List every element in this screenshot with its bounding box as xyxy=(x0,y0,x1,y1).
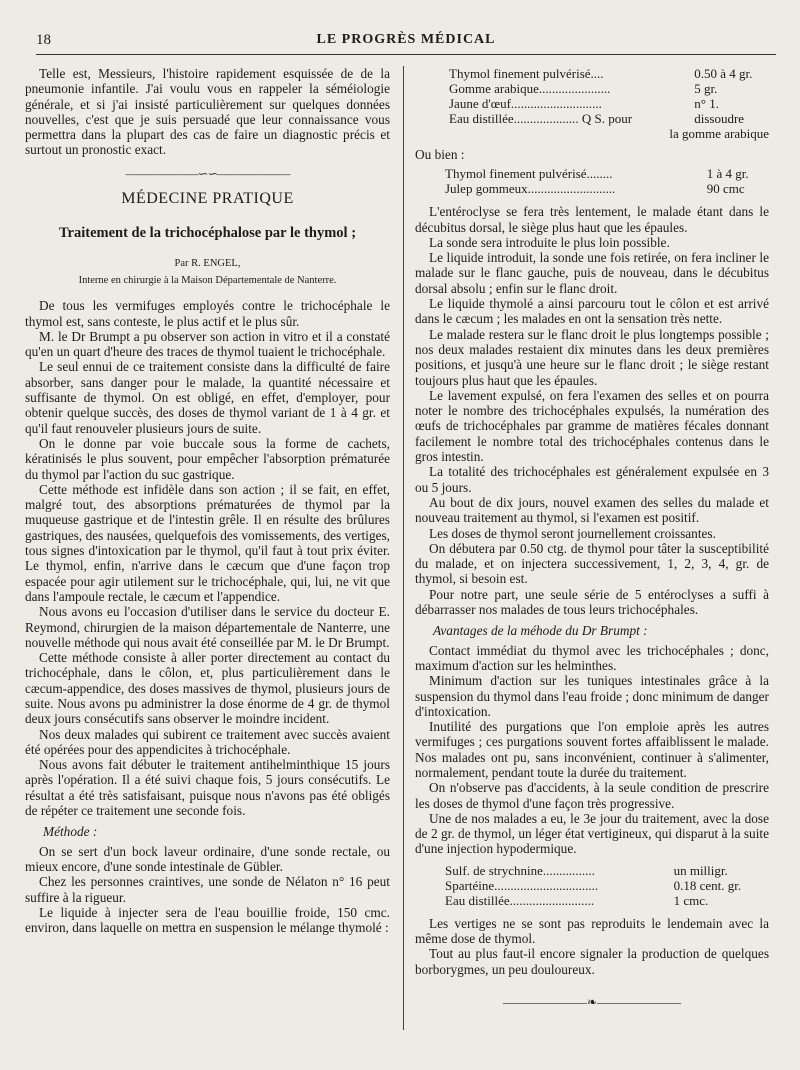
article-title: Traitement de la trichocéphalose par le thymol ; xyxy=(58,225,357,242)
recipe-amount: 1 cmc. xyxy=(673,892,709,908)
recipe-amount: 0.18 cent. gr. xyxy=(673,877,742,893)
end-ornament: ———————❧——————— xyxy=(502,994,682,1009)
section-heading: MÉDECINE PRATIQUE xyxy=(121,190,294,208)
running-title: LE PROGRÈS MÉDICAL xyxy=(316,32,496,47)
article-byline: Par R. ENGEL, xyxy=(174,257,241,269)
recipe-item: Thymol finement pulvérisé.... xyxy=(449,66,604,81)
recipe-item: Eau distillée.................... Q S. pour xyxy=(449,111,633,126)
avantages-paragraph: Minimum d'action sur les tuniques intestinales grâce à la suspension du thymol dans l'eau froide ; donc minimum de danger d'intoxication. xyxy=(415,673,769,719)
recipe-table-3 xyxy=(415,863,769,908)
methode-paragraph: Chez les personnes craintives, une sonde de Nélaton n° 16 peut suffire à la rigueur. xyxy=(25,874,390,905)
recipe-row xyxy=(415,96,769,111)
ornament-divider: ——————∽∽—————— xyxy=(125,165,290,181)
body-paragraph: Au bout de dix jours, nouvel examen des selles du malade et nouveau traitement au thymol, si l'examen est positif. xyxy=(415,494,769,526)
recipe-row xyxy=(415,181,769,196)
body-paragraph: Pour notre part, une seule série de 5 entéroclyses a suffi à débarrasser nos malades de tous leurs trichocéphales. xyxy=(415,586,769,618)
recipe-row xyxy=(415,126,769,141)
avantages-paragraph: Une de nos malades a eu, le 3e jour du traitement, avec la dose de 2 gr. de thymol, un léger état vertigineux, qui disparut à la suite d'une injection hypodermique. xyxy=(415,810,769,857)
methode-heading: Méthode : xyxy=(43,824,98,840)
recipe-item: Spartéine................................ xyxy=(445,877,599,893)
closing-paragraph: Les vertiges ne se sont pas reproduits le lendemain avec la même dose de thymol. xyxy=(415,915,769,947)
right-column xyxy=(415,66,769,1010)
recipe-item: Eau distillée.......................... xyxy=(445,892,595,908)
recipe-row xyxy=(415,893,769,908)
methode-paragraph: On se sert d'un bock laveur ordinaire, d'une sonde rectale, ou mieux encore, d'une sonde intestinale de Gübler. xyxy=(25,843,390,874)
avantages-paragraph: On n'observe pas d'accidents, à la seule condition de prescrire les doses de thymol d'une façon très progressive. xyxy=(415,780,769,811)
recipe-row xyxy=(415,878,769,893)
methode-paragraph: Le liquide à injecter sera de l'eau bouillie froide, 150 cmc. environ, dans laquelle on mettra en suspension le mélange thymolé : xyxy=(25,904,390,936)
body-paragraph: La totalité des trichocéphales est généralement expulsée en 3 ou 5 jours. xyxy=(415,464,769,495)
recipe-row xyxy=(415,111,769,126)
body-paragraph: De tous les vermifuges employés contre le trichocéphale le thymol est, sans conteste, le plus actif et le plus sûr. xyxy=(25,298,390,329)
column-divider xyxy=(403,66,404,1030)
avantages-heading: Avantages de la méhode du Dr Brumpt : xyxy=(433,623,648,639)
article-affiliation: Interne en chirurgie à la Maison Départementale de Nanterre. xyxy=(78,274,337,286)
body-paragraph: Nous avons eu l'occasion d'utiliser dans le service du docteur E. Reymond, chirurgien de la maison départementale de Nanterre, une nouvelle méthode qui nous avait été conseillée par M. le Dr Brumpt. xyxy=(25,604,390,650)
avantages-paragraph: Contact immédiat du thymol avec les trichocéphales ; donc, maximum d'action sur les helminthes. xyxy=(415,642,769,673)
recipe-row xyxy=(415,66,769,81)
recipe-amount: dissoudre xyxy=(694,111,745,126)
body-paragraph: La sonde sera introduite le plus loin possible. xyxy=(429,234,670,250)
recipe-row xyxy=(415,166,769,181)
left-column xyxy=(25,66,390,935)
page-header xyxy=(36,30,776,55)
recipe-amount: 90 cmc xyxy=(706,181,745,197)
body-paragraph: Les doses de thymol seront journellement croissantes. xyxy=(429,525,716,541)
recipe-item: Julep gommeux........................... xyxy=(445,181,616,197)
recipe-amount: un milligr. xyxy=(673,862,728,878)
body-paragraph: Le liquide introduit, la sonde une fois retirée, on fera incliner le malade sur le flanc gauche, puis de nouveau, dans le décubitus dorsal absolu ; enfin sur le flanc droit. xyxy=(415,250,769,296)
recipe-table-2 xyxy=(415,166,769,196)
page-number: 18 xyxy=(36,31,51,48)
recipe-row xyxy=(415,863,769,878)
body-paragraph: L'entéroclyse se fera très lentement, le malade étant dans le décubitus dorsal, le siège plus haut que les épaules. xyxy=(415,204,769,235)
body-paragraph: Cette méthode est infidèle dans son action ; il se fait, en effet, malgré tout, des absorptions prématurées de thymol par la muqueuse gastrique et de l'intestin grêle. Il en résulte des brûlures gastriques, des nausées, quelquefois des vomissements, des vertiges, tous signes d'intoxication par le thymol, qu'il faut à tout prix éviter. Le thymol, enfin, n'arrive dans le cæcum que d'une façon trop espacée pour agir utilement sur le trichocéphale, qui, lui, ne vit que dans l'ampoule rectale, le cæcum et l'appendice. xyxy=(25,481,390,604)
recipe-item: Sulf. de strychnine................ xyxy=(445,862,595,878)
body-paragraph: M. le Dr Brumpt a pu observer son action in vitro et il a constaté qu'en un quart d'heure des traces de thymol tuaient le trichocéphale. xyxy=(25,328,390,360)
body-paragraph: Cette méthode consiste à aller porter directement au contact du trichocéphale, dans le côlon, et, plus particulièrement dans le cæcum-appendice, des doses massives de thymol, plusieurs jours de suite. Nous avons pu administrer la dose énorme de 4 gr. de thymol deux jours consécutifs sans observer le moindre incident. xyxy=(25,650,390,727)
recipe-item: Gomme arabique...................... xyxy=(449,81,611,96)
recipe-amount: n° 1. xyxy=(694,96,719,111)
ou-bien-label: Ou bien : xyxy=(415,147,465,162)
recipe-amount: 0.50 à 4 gr. xyxy=(694,66,753,81)
body-paragraph: Nous avons fait débuter le traitement antihelminthique 15 jours après l'opération. Il a été suivi chaque fois, 5 jours consécutifs. Le résultat a été très satisfaisant, puisque nous n'avons pas été obligés de répéter ce traitement une seconde fois. xyxy=(25,757,390,819)
recipe-item: Thymol finement pulvérisé........ xyxy=(445,166,613,182)
recipe-table-1 xyxy=(415,66,769,141)
body-paragraph: Le malade restera sur le flanc droit le plus longtemps possible ; nos deux malades restaient dix minutes dans les deux premières positions, et jusqu'à une heure sur le flanc droit ; le siège restant toujours plus haut que les épaules. xyxy=(415,326,769,388)
closing-paragraph: Tout au plus faut-il encore signaler la production de quelques borborygmes, un peu douloureux. xyxy=(415,946,769,977)
recipe-amount: 1 à 4 gr. xyxy=(706,166,749,182)
avantages-paragraph: Inutilité des purgations que l'on emploie après les autres vermifuges ; ces purgations souvent fortes affaiblissent le malade. Nos malades ont pu, sans inconvénient, continuer à s'alimenter, normalement, pendant toute la durée du traitement. xyxy=(415,719,769,780)
body-paragraph: Nos deux malades qui subirent ce traitement avec succès avaient été opérées pour des appendicites à trichocéphale. xyxy=(25,726,390,757)
intro-paragraph: Telle est, Messieurs, l'histoire rapidement esquissée de de la pneumonie infantile. J'ai voulu vous en rappeler la séméiologie générale, et si j'ai insisté particulièrement sur quelques données nouvelles, c'est que je suis persuadé que leur connaissance vous permettra dans la plupart des cas de faire un diagnostic précis et surtout un pronostic exact. xyxy=(25,66,390,158)
recipe-tail: la gomme arabique xyxy=(669,126,769,141)
recipe-amount: 5 gr. xyxy=(694,81,718,96)
body-paragraph: Le seul ennui de ce traitement consiste dans la difficulté de faire absorber, sans danger pour le malade, la quantité nécessaire et suffisante de thymol. On est obligé, en effet, d'employer, pour obtenir quelque succès, des doses de thymol variant de 1 à 4 gr. et qu'il faut renouveler plusieurs jours de suite. xyxy=(25,359,390,436)
body-paragraph: Le liquide thymolé a ainsi parcouru tout le côlon et est arrivé dans le cæcum ; les malades en ont la sensation très nette. xyxy=(415,296,769,327)
recipe-row xyxy=(415,81,769,96)
body-paragraph: On débutera par 0.50 ctg. de thymol pour tâter la susceptibilité du malade, et on injectera successivement, 1, 2, 3, 4, gr. de thymol, si besoin est. xyxy=(415,540,769,587)
body-paragraph: On le donne par voie buccale sous la forme de cachets, kératinisés le plus souvent, pour empêcher l'absorption prématurée du thymol par l'action du suc gastrique. xyxy=(25,435,390,482)
recipe-item: Jaune d'œuf............................ xyxy=(449,96,602,111)
body-paragraph: Le lavement expulsé, on fera l'examen des selles et on pourra noter le nombre des trichocéphales expulsés, la numération des œufs de trichocéphales par gramme de matières fécales donnant facilement le nombre total des trichocéphales contenus dans le gros intestin. xyxy=(415,387,769,465)
